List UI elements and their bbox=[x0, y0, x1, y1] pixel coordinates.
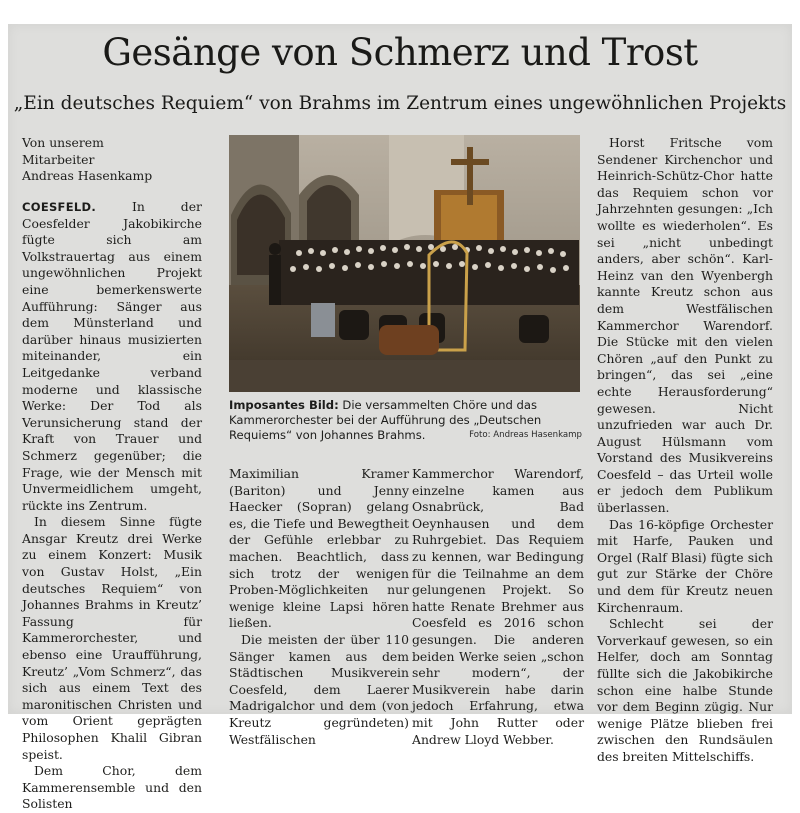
paragraph-text: In der Coesfelder Jakobikirche fügte sich am Volkstrauertag aus einem ungewöhnlichen Projekt eine bemerkenswerte Aufführung: Sänger aus dem Münsterland und darüber hinaus musizierten miteinander, ein Leitgedanke verband moderne und klassische Werke: Der Tod als Verunsicherung stand der Kraft von Trauer und Schmerz gegenüber; die Frage, wie der Mensch mit Unvermeidlichem umgeht, rückte ins Zentrum. bbox=[22, 199, 202, 513]
caption-text: Die versammelten Chöre und das Kammerorchester bei der Aufführung des „Deutschen Requiems“ von Johannes Brahms. bbox=[229, 398, 542, 443]
paragraph: Das 16-köpfige Orchester mit Harfe, Pauken und Orgel (Ralf Blasi) fügte sich gut zur Stärke der Chöre und dem für Kreutz neuen Kirchenraum. bbox=[597, 516, 773, 615]
paragraph bbox=[22, 199, 202, 514]
article-column-4 bbox=[597, 135, 773, 766]
concert-photo-image bbox=[229, 135, 580, 392]
byline-line: Mitarbeiter bbox=[22, 151, 95, 167]
article-column-1 bbox=[22, 199, 202, 813]
paragraph: Dem Chor, dem Kammerensemble und den Solisten bbox=[22, 763, 202, 812]
concert-photo bbox=[229, 135, 580, 392]
article-column-3 bbox=[412, 466, 584, 748]
subheadline: „Ein deutsches Requiem“ von Brahms im Zentrum eines ungewöhnlichen Projekts bbox=[13, 93, 787, 114]
photo-credit: Foto: Andreas Hasenkamp bbox=[469, 430, 582, 440]
caption-lead: Imposantes Bild: bbox=[229, 398, 339, 412]
headline: Gesänge von Schmerz und Trost bbox=[102, 31, 698, 74]
byline-author: Andreas Hasenkamp bbox=[22, 168, 153, 184]
paragraph: Maximilian Kramer (Bariton) und Jenny Haecker (Sopran) gelang es, die Tiefe und Bewegtheit der Gefühle erlebbar zu machen. Beachtlich, dass sich trotz der wenigen Proben-Möglichkeiten nur wenige kleine Lapsi hören ließen. bbox=[229, 466, 409, 631]
paragraph: Kammerchor Warendorf, einzelne kamen aus Osnabrück, Bad Oeynhausen und dem Ruhrgebiet. Das Requiem zu kennen, war Bedingung für die Teilnahme an dem gelungenen Projekt. So hatte Renate Brehmer aus Coesfeld es 2016 schon gesungen. Die anderen beiden Werke seien „schon sehr modern“, der Musikverein habe darin jedoch Erfahrung, etwa mit John Rutter oder Andrew Lloyd Webber. bbox=[412, 466, 584, 747]
byline bbox=[22, 135, 202, 185]
paragraph: Horst Fritsche vom Sendener Kirchenchor und Heinrich-Schütz-Chor hatte das Requiem schon vor Jahrzehnten gesungen: „Ich wollte es wiederholen“. Es sei „nicht unbedingt anders, aber schön“. Karl-Heinz van den Wyenbergh kannte Kreutz schon aus dem Westfälischen Kammerchor Warendorf. Die Stücke mit den vielen Chören „auf den Punkt zu bringen“, das sei „eine echte Herausforderung“ gewesen. Nicht unzufrieden war auch Dr. August Hülsmann vom Vorstand des Musikvereins Coesfeld – das Urteil wolle er jedoch dem Publikum überlassen. bbox=[597, 135, 773, 516]
paragraph: Schlecht sei der Vorverkauf gewesen, so ein Helfer, doch am Sonntag füllte sich die Jakobikirche schon eine halbe Stunde vor dem Beginn zügig. Nur wenige Plätze blieben frei zwischen den Rundsäulen des breiten Mittelschiffs. bbox=[597, 616, 773, 764]
dateline: COESFELD. bbox=[22, 200, 97, 214]
paragraph: Die meisten der über 110 Sänger kamen aus dem Städtischen Musikverein Coesfeld, dem Laerer Madrigalchor und dem (von Kreutz gegründeten) Westfälischen bbox=[229, 631, 409, 747]
paragraph: In diesem Sinne fügte Ansgar Kreutz drei Werke zu einem Konzert: Musik von Gustav Holst, „Ein deutsches Requiem“ von Johannes Brahms in Kreutz’ Fassung für Kammerorchester, und ebenso eine Uraufführung, Kreutz’ „Vom Schmerz“, das sich aus einem Text des maronitischen Christen und vom Orient geprägten Philosophen Khalil Gibran speist. bbox=[22, 514, 202, 762]
article-column-2 bbox=[229, 466, 409, 748]
byline-line: Von unserem bbox=[22, 135, 104, 150]
